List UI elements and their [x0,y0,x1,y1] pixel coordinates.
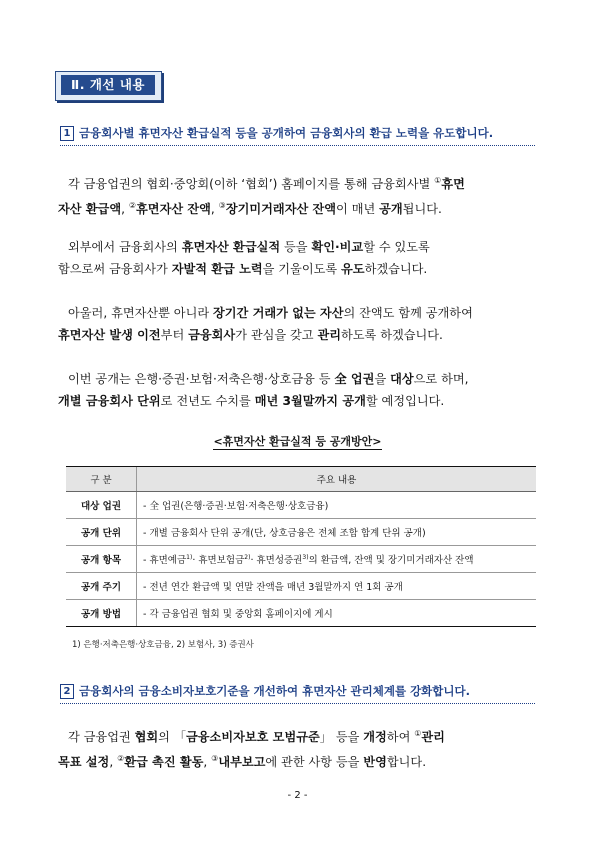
p5-text-l: , [203,755,212,770]
p1-bold-g: 장기미거래자산 잔액 [225,202,337,217]
p1-text-d: , [121,202,129,217]
table-footnote: 1) 은행·저축은행·상호금융, 2) 보험사, 3) 증권사 [72,640,254,650]
table-row-label: 공개 방법 [66,600,137,627]
p2-text-f: 함으로써 금융회사가 [58,262,172,276]
subheading-2 [60,683,470,699]
table-row-value [137,546,537,573]
row3-value-b: · 휴면보험금 [192,555,245,566]
p5-marker-1: ① [414,729,422,738]
p3-bold-f: 금융회사 [188,328,236,342]
p2-text-c: 등을 [280,240,312,254]
p5-text-p: 합니다. [386,755,427,770]
table-row [66,573,536,600]
row3-value-a: - 휴면예금 [143,555,187,566]
paragraph-5 [58,723,538,773]
p1-marker-1: ① [434,176,442,185]
paragraph-1 [58,170,538,220]
p4-text-i: 할 예정입니다. [365,394,445,408]
paragraph-3 [58,302,538,346]
p1-bold-e: 휴면자산 잔액 [136,202,211,217]
p5-text-a: 각 금융업권 [68,730,135,745]
disclosure-plan-table [66,466,536,627]
table-header-content: 주요 내용 [137,467,537,492]
p5-bold-f: 개정 [363,730,387,745]
p1-text-h: 이 매년 [336,202,380,217]
p4-text-a: 이번 공개는 은행·증권·보험·저축은행·상호금융 등 [68,372,335,386]
table-header-row [66,467,536,492]
p3-text-e: 부터 [160,328,189,342]
p5-text-n: 에 관한 사항 등을 [265,755,364,770]
section-heading-box [55,71,162,101]
subheading-2-text: 금융회사의 금융소비자보호기준을 개선하여 휴면자산 관리체계를 강화합니다. [79,684,470,698]
p1-text-a: 각 금융업권의 협회·중앙회(이하 ‘협회’) 홈페이지를 통해 금융회사별 [68,177,435,192]
p1-bold-c: 자산 환급액 [58,202,122,217]
p2-text-h: 을 기울이도록 [262,262,342,276]
page-number: - 2 - [287,790,308,801]
p4-text-c: 을 [374,372,391,386]
p2-text-e: 할 수 있도록 [363,240,430,254]
p5-bold-m: 내부보고 [218,755,266,770]
row3-note-1: 1) [186,553,193,561]
table-row-label: 대상 업권 [66,492,137,519]
table-row [66,519,536,546]
p4-text-g: 로 전년도 수치를 [160,394,255,408]
p3-text-a: 아울러, 휴면자산뿐 아니라 [68,306,214,320]
subheading-1-text: 금융회사별 휴면자산 환급실적 등을 공개하여 금융회사의 환급 노력을 유도합니다. [79,126,494,140]
p5-marker-3: ③ [211,754,219,764]
p4-bold-d: 대상 [390,372,414,386]
table-row [66,600,536,627]
paragraph-2 [58,236,538,280]
p3-bold-d: 휴면자산 발생 이전 [58,328,161,342]
table-row [66,492,536,519]
subheading-2-number: 2 [60,684,74,699]
p3-text-i: 하도록 하겠습니다. [341,328,443,342]
p5-bold-d: 금융소비자보호 모범규준 [186,730,320,745]
p1-bold-i: 공개 [379,202,403,217]
row3-note-2: 2) [244,553,251,561]
p4-bold-f: 개별 금융회사 단위 [58,394,161,408]
table-row-label: 공개 항목 [66,546,137,573]
row3-value-d: 의 환급액, 잔액 및 장기미거래자산 잔액 [308,555,474,566]
section-heading: Ⅱ. 개선 내용 [61,75,155,95]
p3-bold-b: 장기간 거래가 없는 자산 [213,306,344,320]
subheading-1 [60,125,493,141]
p2-bold-d: 확인·비교 [311,240,364,254]
p2-bold-b: 휴면자산 환급실적 [181,240,281,254]
p5-bold-i: 목표 설정 [58,755,110,770]
p2-bold-i: 유도 [341,262,365,276]
paragraph-4 [58,368,538,412]
p4-bold-b: 全 업권 [334,372,375,386]
table-row [66,546,536,573]
p3-text-g: 가 관심을 갖고 [235,328,318,342]
p2-bold-g: 자발적 환급 노력 [171,262,263,276]
p4-bold-h: 매년 3월말까지 공개 [254,394,366,408]
p3-text-c: 의 잔액도 함께 공개하여 [343,306,473,320]
p5-text-j: , [109,755,118,770]
p1-marker-3: ③ [218,201,226,211]
table-row-label: 공개 주기 [66,573,137,600]
table-row-value: - 각 금융업권 협회 및 중앙회 홈페이지에 게시 [137,600,537,627]
table-row-label: 공개 단위 [66,519,137,546]
table-header-category: 구 분 [66,467,137,492]
table-row-value: - 전년 연간 환급액 및 연말 잔액을 매년 3월말까지 연 1회 공개 [137,573,537,600]
p4-text-e: 으로 하며, [413,372,469,386]
subheading-2-underline [60,703,535,704]
p5-text-c: 의 「 [158,730,187,745]
row3-value-c: · 휴면성증권 [250,555,303,566]
p5-bold-k: 환급 촉진 활동 [124,755,204,770]
p1-marker-2: ② [128,201,137,211]
table-row-value: - 全 업권(은행·증권·보험·저축은행·상호금융) [137,492,537,519]
p5-bold-o: 반영 [363,755,387,770]
p5-text-e: 」 등을 [319,730,364,745]
table-caption [0,433,595,449]
p2-text-j: 하겠습니다. [364,262,428,276]
p1-text-f: , [210,202,219,217]
p5-marker-2: ② [117,754,125,764]
p1-text-j: 됩니다. [402,202,442,217]
p1-bold-b: 휴면 [441,177,465,192]
p3-bold-h: 관리 [317,328,341,342]
table-row-value: - 개별 금융회사 단위 공개(단, 상호금융은 전체 조합 합계 단위 공개) [137,519,537,546]
p5-bold-h: 관리 [421,730,445,745]
p5-bold-b: 협회 [134,730,159,745]
table-caption-text: <휴면자산 환급실적 등 공개방안> [213,435,382,448]
p5-text-g: 하여 [386,730,415,745]
subheading-1-number: 1 [60,126,74,141]
p2-text-a: 외부에서 금융회사의 [68,240,182,254]
row3-note-3: 3) [302,553,309,561]
subheading-1-underline [60,145,535,146]
